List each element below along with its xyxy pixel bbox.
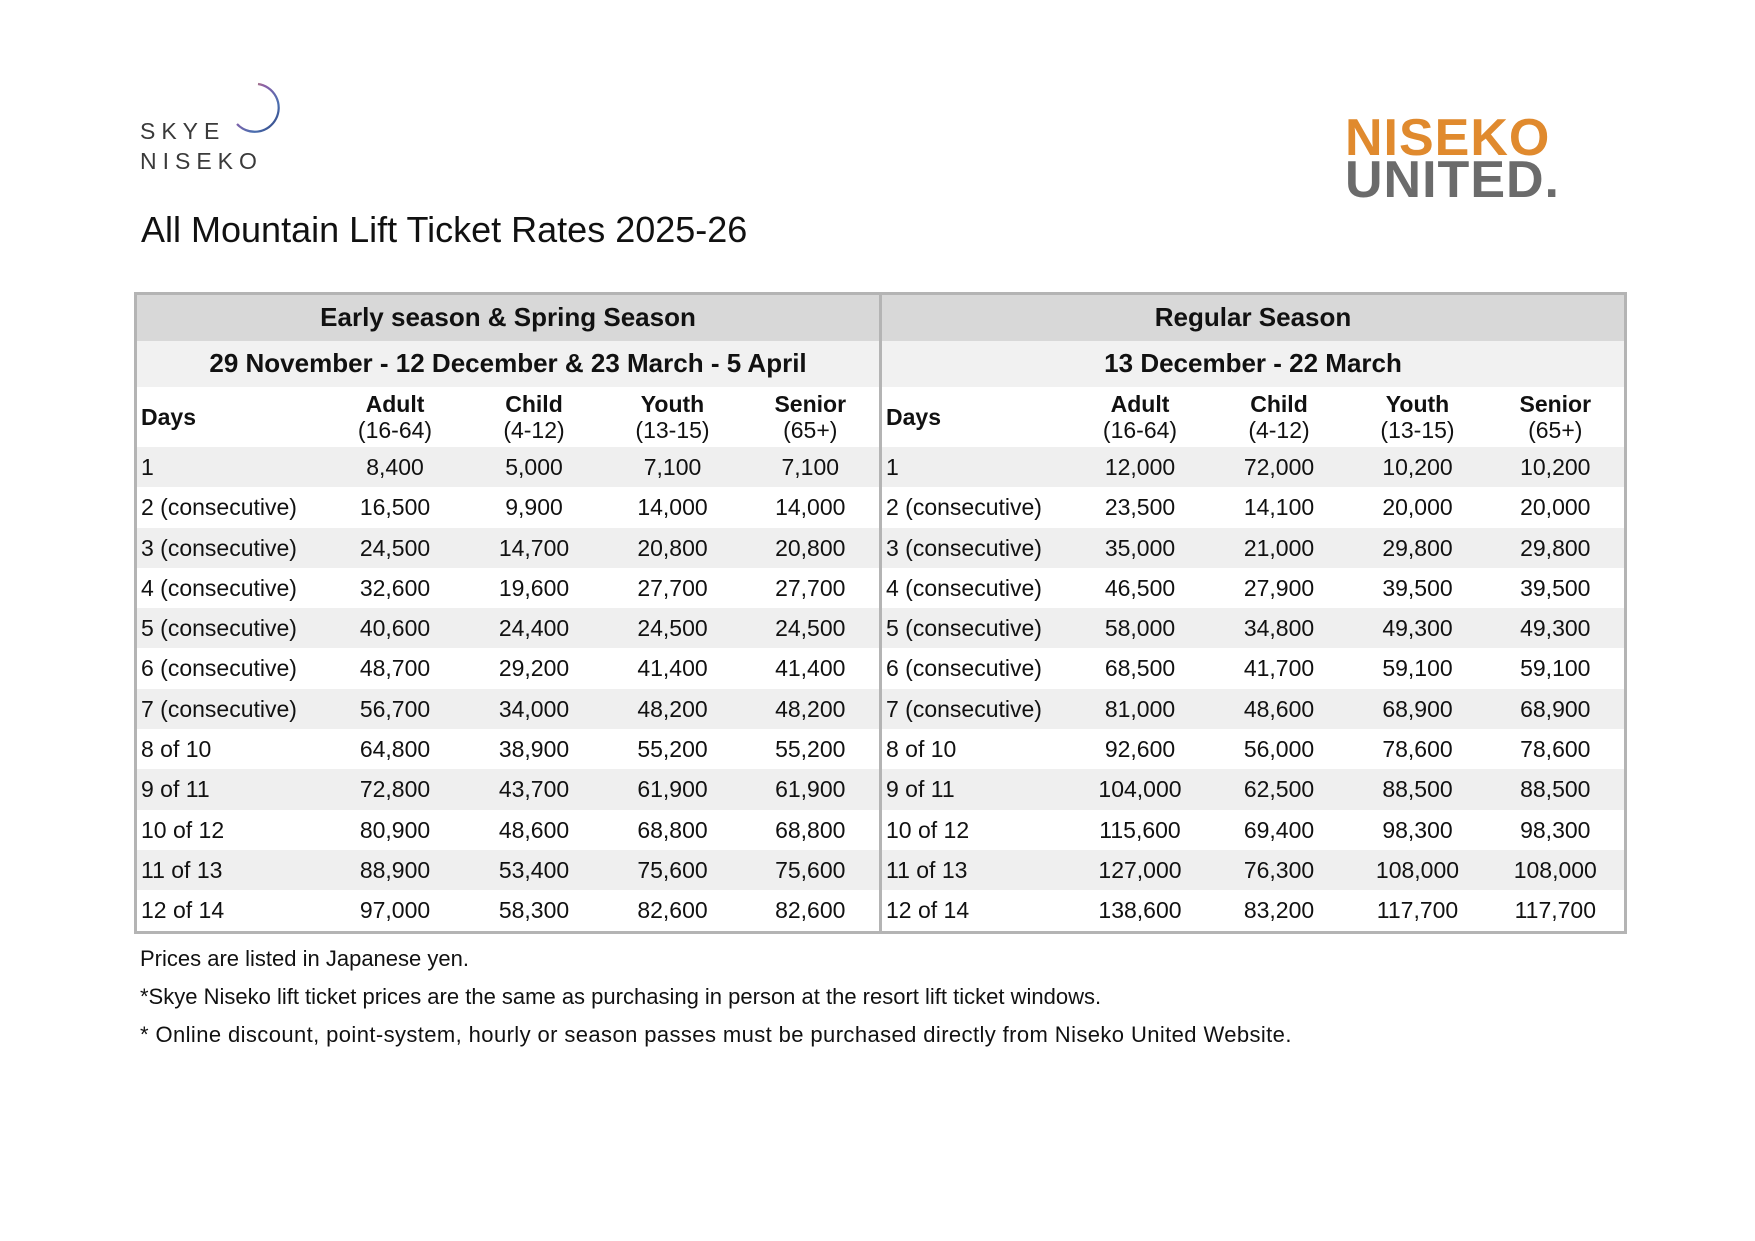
rates-table-body — [136, 447, 881, 932]
cell-child: 34,000 — [465, 689, 604, 729]
cell-days: 1 — [881, 447, 1071, 487]
cell-youth: 39,500 — [1349, 568, 1487, 608]
cell-senior: 48,200 — [742, 689, 881, 729]
cell-youth: 78,600 — [1349, 729, 1487, 769]
table-row — [881, 729, 1626, 769]
cell-days: 1 — [136, 447, 326, 487]
cell-days: 7 (consecutive) — [136, 689, 326, 729]
cell-senior: 49,300 — [1487, 608, 1626, 648]
cell-days: 5 (consecutive) — [881, 608, 1071, 648]
niseko-logo-line2: UNITED. — [1345, 151, 1560, 209]
cell-youth: 88,500 — [1349, 769, 1487, 809]
table-row — [881, 890, 1626, 932]
cell-senior: 78,600 — [1487, 729, 1626, 769]
cell-adult: 88,900 — [326, 850, 465, 890]
column-header-child: Child (4-12) — [1210, 387, 1349, 447]
table-row — [881, 850, 1626, 890]
cell-child: 38,900 — [465, 729, 604, 769]
note-currency: Prices are listed in Japanese yen. — [140, 946, 469, 971]
cell-adult: 46,500 — [1071, 568, 1210, 608]
season-dates: 13 December - 22 March — [881, 341, 1626, 387]
cell-senior: 14,000 — [742, 487, 881, 527]
table-row — [136, 487, 881, 527]
cell-child: 14,100 — [1210, 487, 1349, 527]
cell-days: 7 (consecutive) — [881, 689, 1071, 729]
cell-adult: 80,900 — [326, 810, 465, 850]
regular-season-rates-table — [879, 292, 1627, 934]
column-header-senior: Senior (65+) — [1487, 387, 1626, 447]
cell-senior: 41,400 — [742, 648, 881, 688]
cell-adult: 32,600 — [326, 568, 465, 608]
cell-days: 10 of 12 — [881, 810, 1071, 850]
cell-youth: 61,900 — [604, 769, 742, 809]
cell-child: 76,300 — [1210, 850, 1349, 890]
cell-senior: 98,300 — [1487, 810, 1626, 850]
cell-child: 34,800 — [1210, 608, 1349, 648]
cell-youth: 29,800 — [1349, 528, 1487, 568]
cell-senior: 88,500 — [1487, 769, 1626, 809]
cell-senior: 24,500 — [742, 608, 881, 648]
cell-child: 21,000 — [1210, 528, 1349, 568]
cell-days: 6 (consecutive) — [136, 648, 326, 688]
table-row — [136, 810, 881, 850]
table-row — [136, 769, 881, 809]
cell-child: 24,400 — [465, 608, 604, 648]
table-row — [136, 729, 881, 769]
skye-logo-line1: SKYE — [140, 118, 226, 144]
table-row — [136, 447, 881, 487]
table-row — [881, 447, 1626, 487]
cell-child: 72,000 — [1210, 447, 1349, 487]
cell-child: 19,600 — [465, 568, 604, 608]
cell-senior: 55,200 — [742, 729, 881, 769]
cell-adult: 23,500 — [1071, 487, 1210, 527]
cell-youth: 48,200 — [604, 689, 742, 729]
cell-adult: 81,000 — [1071, 689, 1210, 729]
cell-child: 27,900 — [1210, 568, 1349, 608]
cell-youth: 59,100 — [1349, 648, 1487, 688]
cell-senior: 68,900 — [1487, 689, 1626, 729]
cell-senior: 10,200 — [1487, 447, 1626, 487]
cell-youth: 24,500 — [604, 608, 742, 648]
cell-senior: 20,800 — [742, 528, 881, 568]
cell-days: 9 of 11 — [136, 769, 326, 809]
cell-adult: 16,500 — [326, 487, 465, 527]
table-row — [881, 689, 1626, 729]
cell-adult: 127,000 — [1071, 850, 1210, 890]
cell-days: 12 of 14 — [881, 890, 1071, 932]
cell-child: 5,000 — [465, 447, 604, 487]
cell-youth: 20,800 — [604, 528, 742, 568]
cell-days: 8 of 10 — [881, 729, 1071, 769]
column-header-youth: Youth (13-15) — [1349, 387, 1487, 447]
cell-adult: 58,000 — [1071, 608, 1210, 648]
table-row — [881, 648, 1626, 688]
cell-child: 9,900 — [465, 487, 604, 527]
cell-youth: 20,000 — [1349, 487, 1487, 527]
cell-adult: 24,500 — [326, 528, 465, 568]
cell-days: 10 of 12 — [136, 810, 326, 850]
cell-adult: 92,600 — [1071, 729, 1210, 769]
column-header-adult: Adult (16-64) — [1071, 387, 1210, 447]
cell-child: 14,700 — [465, 528, 604, 568]
column-header-days: Days — [881, 387, 1071, 447]
cell-adult: 40,600 — [326, 608, 465, 648]
cell-child: 56,000 — [1210, 729, 1349, 769]
cell-youth: 49,300 — [1349, 608, 1487, 648]
skye-niseko-logo — [140, 80, 300, 176]
niseko-logo-line1: NISEKO — [1345, 109, 1551, 167]
cell-child: 43,700 — [465, 769, 604, 809]
skye-logo-line2: NISEKO — [140, 148, 263, 174]
cell-senior: 61,900 — [742, 769, 881, 809]
cell-youth: 41,400 — [604, 648, 742, 688]
table-row — [881, 810, 1626, 850]
cell-senior: 68,800 — [742, 810, 881, 850]
cell-youth: 7,100 — [604, 447, 742, 487]
footnotes — [140, 948, 1620, 1062]
table-row — [136, 648, 881, 688]
cell-child: 48,600 — [1210, 689, 1349, 729]
cell-senior: 20,000 — [1487, 487, 1626, 527]
cell-youth: 14,000 — [604, 487, 742, 527]
cell-child: 29,200 — [465, 648, 604, 688]
cell-adult: 56,700 — [326, 689, 465, 729]
cell-child: 83,200 — [1210, 890, 1349, 932]
cell-youth: 98,300 — [1349, 810, 1487, 850]
cell-days: 11 of 13 — [136, 850, 326, 890]
cell-days: 2 (consecutive) — [881, 487, 1071, 527]
table-row — [136, 689, 881, 729]
cell-senior: 108,000 — [1487, 850, 1626, 890]
column-header-days: Days — [136, 387, 326, 447]
cell-senior: 82,600 — [742, 890, 881, 932]
cell-youth: 75,600 — [604, 850, 742, 890]
table-row — [136, 528, 881, 568]
cell-senior: 7,100 — [742, 447, 881, 487]
niseko-united-logo — [1345, 109, 1625, 209]
cell-adult: 97,000 — [326, 890, 465, 932]
cell-child: 53,400 — [465, 850, 604, 890]
cell-senior: 59,100 — [1487, 648, 1626, 688]
cell-youth: 117,700 — [1349, 890, 1487, 932]
cell-senior: 75,600 — [742, 850, 881, 890]
cell-days: 6 (consecutive) — [881, 648, 1071, 688]
column-header-adult: Adult (16-64) — [326, 387, 465, 447]
cell-adult: 64,800 — [326, 729, 465, 769]
cell-child: 41,700 — [1210, 648, 1349, 688]
cell-days: 5 (consecutive) — [136, 608, 326, 648]
table-row — [881, 769, 1626, 809]
cell-adult: 138,600 — [1071, 890, 1210, 932]
cell-youth: 108,000 — [1349, 850, 1487, 890]
cell-child: 48,600 — [465, 810, 604, 850]
cell-youth: 68,800 — [604, 810, 742, 850]
cell-youth: 27,700 — [604, 568, 742, 608]
cell-youth: 55,200 — [604, 729, 742, 769]
cell-senior: 117,700 — [1487, 890, 1626, 932]
cell-adult: 8,400 — [326, 447, 465, 487]
cell-days: 3 (consecutive) — [136, 528, 326, 568]
cell-days: 8 of 10 — [136, 729, 326, 769]
cell-child: 62,500 — [1210, 769, 1349, 809]
cell-adult: 35,000 — [1071, 528, 1210, 568]
cell-adult: 68,500 — [1071, 648, 1210, 688]
season-dates: 29 November - 12 December & 23 March - 5 April — [136, 341, 881, 387]
cell-days: 9 of 11 — [881, 769, 1071, 809]
table-row — [881, 528, 1626, 568]
season-title: Early season & Spring Season — [136, 294, 881, 342]
cell-youth: 68,900 — [1349, 689, 1487, 729]
table-row — [136, 608, 881, 648]
page-title: All Mountain Lift Ticket Rates 2025-26 — [141, 209, 748, 250]
table-row — [136, 850, 881, 890]
cell-adult: 115,600 — [1071, 810, 1210, 850]
season-title: Regular Season — [881, 294, 1626, 342]
cell-senior: 39,500 — [1487, 568, 1626, 608]
cell-adult: 104,000 — [1071, 769, 1210, 809]
cell-youth: 10,200 — [1349, 447, 1487, 487]
cell-child: 69,400 — [1210, 810, 1349, 850]
cell-days: 2 (consecutive) — [136, 487, 326, 527]
cell-days: 4 (consecutive) — [136, 568, 326, 608]
cell-days: 3 (consecutive) — [881, 528, 1071, 568]
early-spring-rates-table — [134, 292, 882, 934]
cell-adult: 72,800 — [326, 769, 465, 809]
cell-days: 12 of 14 — [136, 890, 326, 932]
cell-youth: 82,600 — [604, 890, 742, 932]
cell-senior: 29,800 — [1487, 528, 1626, 568]
table-row — [881, 568, 1626, 608]
rates-table-body — [881, 447, 1626, 932]
note-online-purchase: * Online discount, point-system, hourly or season passes must be purchased directly from Niseko United Website. — [140, 1022, 1292, 1047]
cell-senior: 27,700 — [742, 568, 881, 608]
cell-adult: 48,700 — [326, 648, 465, 688]
cell-adult: 12,000 — [1071, 447, 1210, 487]
cell-days: 11 of 13 — [881, 850, 1071, 890]
column-header-senior: Senior (65+) — [742, 387, 881, 447]
cell-days: 4 (consecutive) — [881, 568, 1071, 608]
note-price-parity: *Skye Niseko lift ticket prices are the same as purchasing in person at the resort lift ticket windows. — [140, 984, 1102, 1009]
cell-child: 58,300 — [465, 890, 604, 932]
table-row — [136, 890, 881, 932]
table-row — [881, 487, 1626, 527]
table-row — [136, 568, 881, 608]
column-header-youth: Youth (13-15) — [604, 387, 742, 447]
column-header-child: Child (4-12) — [465, 387, 604, 447]
table-row — [881, 608, 1626, 648]
